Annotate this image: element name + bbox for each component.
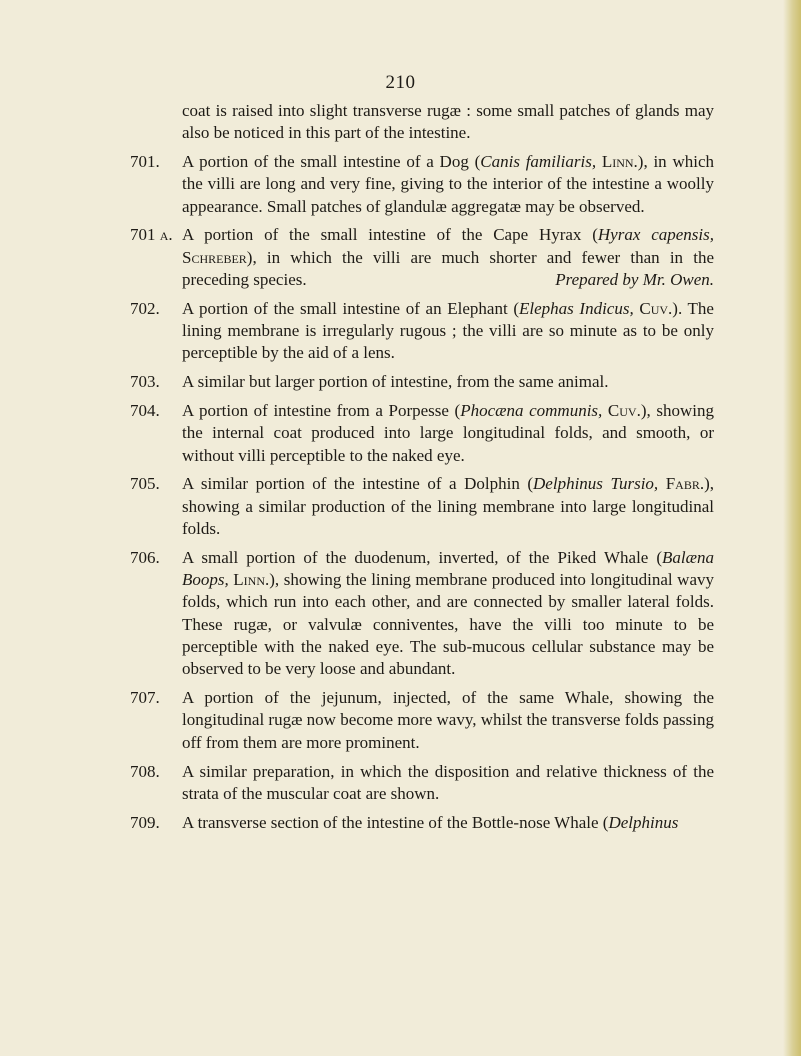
species-name: Canis familiaris, [480, 152, 597, 172]
species-name: Hyrax capensis, [597, 225, 714, 245]
page-number: 210 [385, 72, 416, 93]
species-name: Delphinus [608, 812, 679, 832]
page-edge [783, 0, 801, 1056]
catalogue-entry-708: 708. A similar preparation, in which the disposition and relative thickness of the strata of the muscular coat are shown. [130, 761, 714, 803]
species-name: Phocæna communis, [460, 401, 603, 421]
authority: Schreber [182, 247, 247, 267]
catalogue-entry-704: 704. A portion of intestine from a Porpesse (Phocæna communis, Cuv.), showing the internal coat produced into large longitudinal folds, and smooth, or without villi perceptible to the naked eye. [130, 401, 714, 465]
catalogue-entry-707: 707. A portion of the jejunum, injected, of the same Whale, showing the longitudinal rugæ now become more wavy, whilst the transverse folds passing off from them are more prominent. [130, 688, 714, 752]
authority: Cuv. [602, 401, 641, 421]
authority: Linn. [228, 570, 270, 590]
species-name: Delphinus Tursio, [533, 474, 659, 494]
catalogue-entry-701: 701. A portion of the small intestine of a Dog (Canis familiaris, Linn.), in which the villi are long and very fine, giving to the interior of the intestine a woolly appearance. Small patches of glandulæ aggregatæ may be observed. [130, 152, 714, 216]
catalogue-entry-703: 703. A similar but larger portion of intestine, from the same animal. [130, 371, 714, 393]
entry-number: 702. [130, 298, 160, 318]
catalogue-entry-701a: 701 a. A portion of the small intestine of the Cape Hyrax (Hyrax capensis, Schreber), in which the villi are much shorter and fewer than in the preceding species. Prepared by Mr. Owen. [130, 224, 714, 291]
species-name: Balæna Boops, [182, 547, 714, 590]
species-name: Elephas Indicus, [518, 298, 634, 318]
intro-paragraph: coat is raised into slight transverse rugæ : some small patches of glands may also be noticed in this part of the intestine. [182, 101, 714, 143]
text-body [130, 100, 714, 834]
entry-number: 701. [130, 152, 160, 172]
authority: Cuv. [633, 298, 673, 318]
entry-number: 709. [130, 812, 160, 832]
entry-number: 703. [130, 372, 160, 392]
catalogue-entry-706: 706. A small portion of the duodenum, inverted, of the Piked Whale (Balæna Boops, Linn.), showing the lining membrane produced into longitudinal wavy folds, which run into each other, and are connected by smaller lateral folds. These rugæ, or valvulæ conniventes, have the villi too minute to be perceptible with the naked eye. The sub-mucous cellular substance may be observed to be very loose and abundant. [130, 547, 715, 679]
entry-number: 701 a. [130, 225, 173, 245]
entry-number: 704. [130, 401, 160, 421]
entry-number: 707. [130, 688, 160, 708]
preparer-credit: Prepared by Mr. Owen. [555, 270, 714, 290]
catalogue-entry-702: 702. A portion of the small intestine of an Elephant (Elephas Indicus, Cuv.). The lining membrane is irregularly rugous ; the villi are so minute as to be only perceptible by the aid of a lens. [130, 298, 714, 363]
entry-number: 706. [130, 547, 160, 567]
catalogue-entry-709: 709. A transverse section of the intestine of the Bottle-nose Whale (Delphinus [130, 812, 714, 834]
catalogue-entry-705: 705. A similar portion of the intestine of a Dolphin (Delphinus Tursio, Fabr.), showing a similar production of the lining membrane into large longitudinal folds. [130, 474, 714, 539]
authority: Linn. [596, 152, 638, 172]
entry-number: 708. [130, 761, 160, 781]
authority: Fabr. [658, 474, 705, 494]
entry-number: 705. [130, 474, 160, 494]
